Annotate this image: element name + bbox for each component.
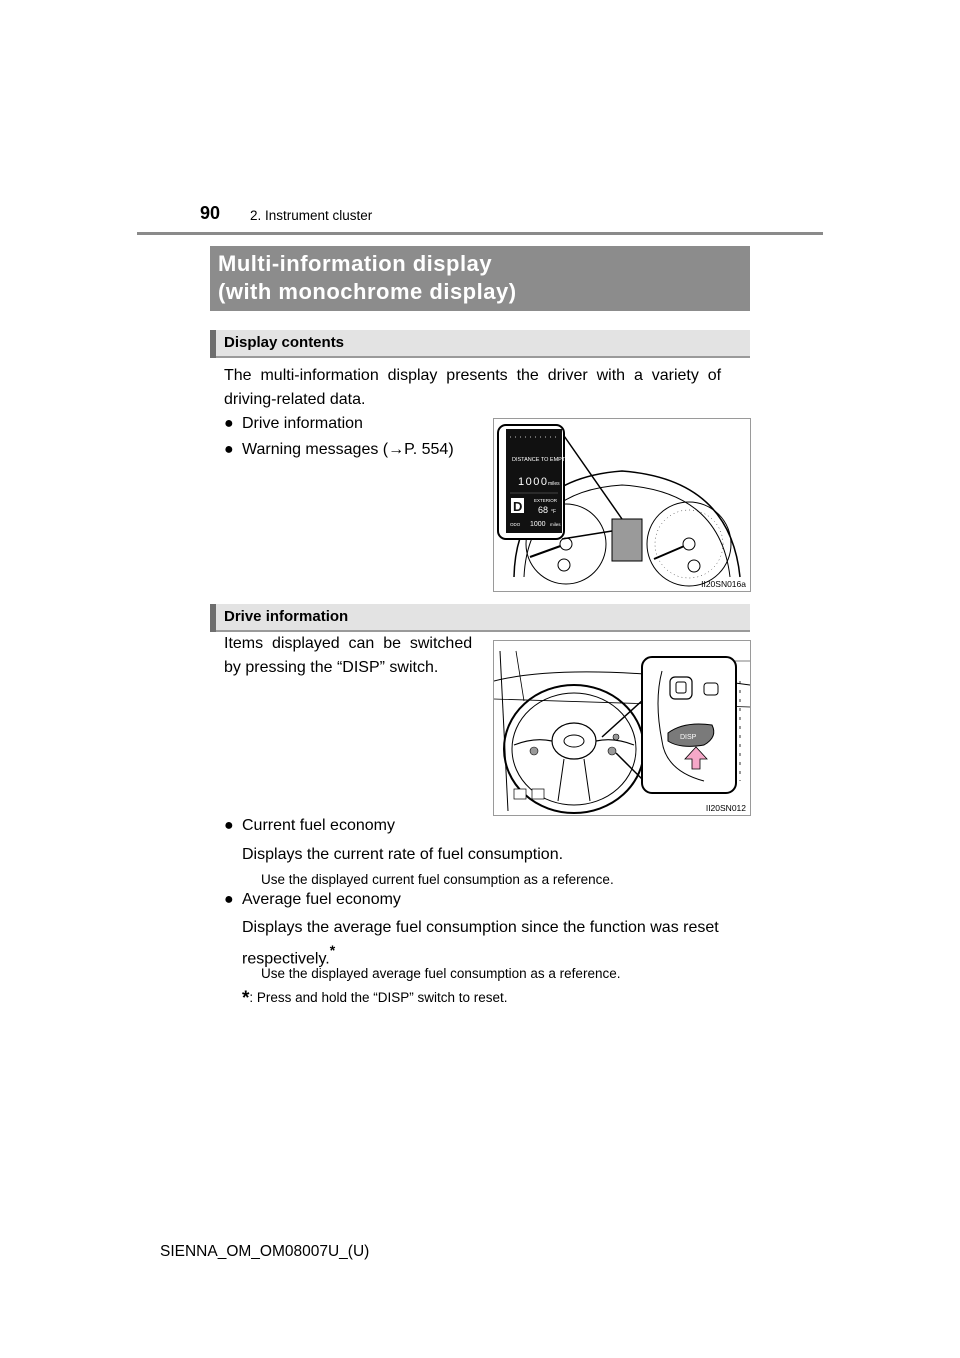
average-fuel-desc-line1: Displays the average fuel consumption since the function was reset: [242, 919, 719, 936]
section-title: [218, 250, 517, 306]
bullet-icon: ●: [224, 817, 234, 834]
drive-information-heading: Drive information: [224, 608, 349, 625]
footnote-text: : Press and hold the “DISP” switch to reset.: [249, 990, 508, 1005]
chapter-title: 2. Instrument cluster: [250, 208, 373, 223]
drive-information-header: [210, 604, 750, 632]
display-contents-heading: Display contents: [224, 334, 345, 351]
screen-heading: DISTANCE TO EMPTY: [512, 457, 569, 463]
document-code: SIENNA_OM_OM08007U_(U): [160, 1243, 370, 1260]
item-current-fuel-economy: ● Current fuel economy: [224, 817, 395, 834]
instrument-cluster-illustration: [494, 419, 750, 591]
figure-label: II20SN016a: [701, 579, 746, 589]
bullet-icon: ●: [224, 891, 234, 908]
drive-intro-line-1: Items displayed can be switched: [224, 635, 473, 652]
average-fuel-desc: [242, 916, 750, 971]
average-fuel-note: Use the displayed average fuel consumption as a reference.: [261, 966, 621, 981]
disp-button-label: DISP: [680, 734, 697, 741]
figure-label: II20SN012: [705, 803, 746, 813]
steering-wheel-figure: [493, 640, 751, 816]
steering-wheel-illustration: [494, 641, 750, 815]
section-title-line1: Multi-information display: [218, 251, 493, 276]
footnote: [242, 988, 508, 1007]
exterior-temp: 68: [538, 505, 549, 515]
section-title-line2: (with monochrome display): [218, 279, 517, 304]
drive-information-intro: [224, 632, 480, 680]
gear-indicator: D: [513, 499, 523, 514]
average-fuel-desc-line2: respectively.: [242, 950, 330, 968]
temp-unit: °F: [551, 509, 557, 515]
drive-intro-line-2: by pressing the “DISP” switch.: [224, 659, 439, 676]
item-average-fuel-economy: ● Average fuel economy: [224, 891, 401, 908]
odo-label: ODO: [510, 522, 521, 527]
footnote-marker: *: [329, 942, 336, 958]
bullet-icon: ●: [224, 415, 234, 432]
display-contents-intro: [224, 364, 748, 412]
page-number: 90: [200, 203, 221, 223]
bullet-icon: ●: [224, 441, 234, 458]
odo-value: 1000: [530, 521, 546, 528]
instrument-cluster-figure: [493, 418, 751, 592]
bullet-warning-messages: ● Warning messages (→P. 554): [224, 441, 454, 458]
bullet-drive-information: ● Drive information: [224, 415, 363, 432]
screen-unit: miles: [548, 481, 560, 487]
intro-line-2: driving-related data.: [224, 391, 366, 408]
current-fuel-desc: Displays the current rate of fuel consumption.: [242, 846, 564, 863]
intro-line-1: The multi-information display presents the driver with a variety of: [224, 367, 722, 384]
odo-unit: miles: [550, 522, 561, 527]
screen-value: 1000: [518, 476, 549, 488]
current-fuel-note: Use the displayed current fuel consumption as a reference.: [261, 872, 614, 887]
display-contents-header: [210, 330, 750, 358]
exterior-label: EXTERIOR: [534, 498, 558, 503]
footnote-star: *: [242, 988, 250, 1009]
header-rule: [137, 232, 823, 235]
